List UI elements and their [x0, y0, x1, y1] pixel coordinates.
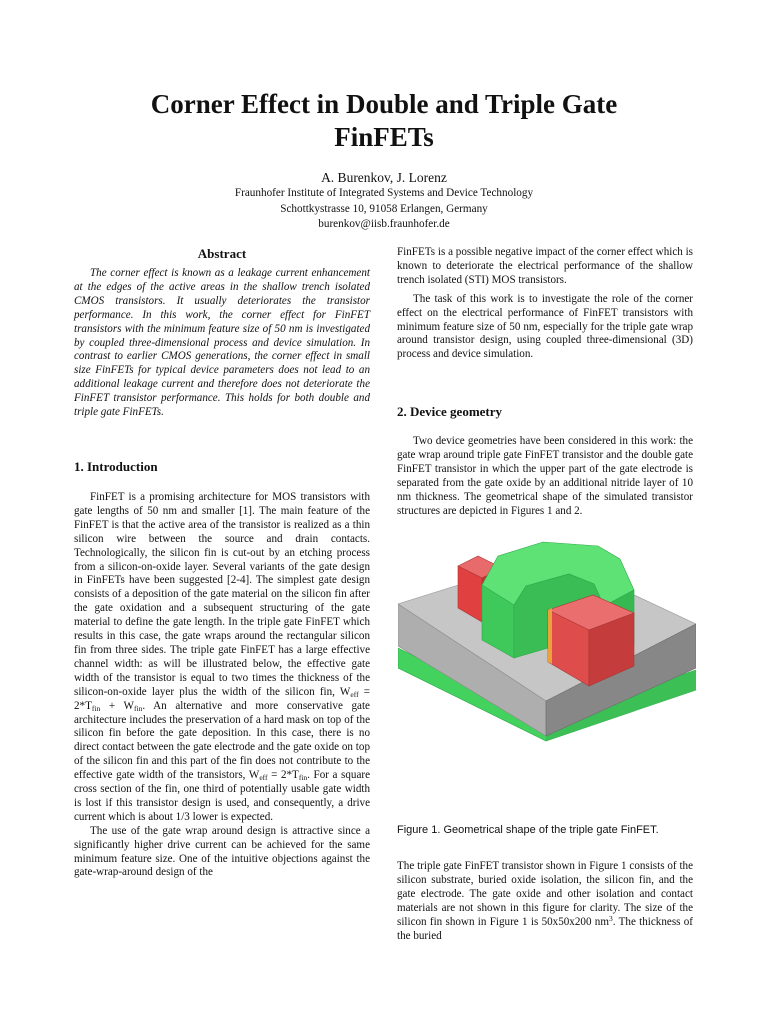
eq1-plus: + W: [100, 699, 134, 712]
sub-eff: eff: [350, 689, 359, 699]
affiliation: Fraunhofer Institute of Integrated Systems and Device Technology: [234, 187, 534, 199]
eq2-mid: = 2*T: [267, 769, 299, 782]
paper-title: [0, 88, 768, 154]
section-1-heading: 1. Introduction: [74, 459, 158, 474]
sub-fin: fin: [91, 703, 101, 713]
figure-1-finfet-image: [398, 538, 696, 804]
sec2-paragraph-2: [397, 860, 693, 943]
intro-paragraph-1: [74, 491, 370, 825]
sec2-p2-part-a: The triple gate FinFET transistor shown in Figure 1 consists of the silicon substrate, buried oxide isolation, the silicon fin, and the gate electrode. The gate oxide and other isolation and contact materials are not shown in this figure for clarity. The size of the silicon fin shown in Figure 1 is 50x50x200 nm: [397, 860, 693, 928]
right-column-top: [397, 246, 693, 362]
email: burenkov@iisb.fraunhofer.de: [318, 218, 450, 230]
section-2-body: [397, 435, 693, 518]
right-paragraph-1: FinFETs is a possible negative impact of the corner effect which is known to deteriorate the electrical performance of the shallow trench isolated (STI) MOS transistors.: [397, 246, 693, 286]
figure-1-caption: Figure 1. Geometrical shape of the triple gate FinFET.: [397, 824, 659, 836]
intro-p1-part-a: FinFET is a promising architecture for MOS transistors with gate lengths of 50 nm and smaller [1]. The main feature of the FinFET is that the active area of the transistor is realized as a thin silicon wire between the source and drain contacts. Technologically, the silicon fin is cut-out by an etching process from a silicon-on-oxide layer. Several variants of the gate design in FinFETs have been suggested [2-4]. The simplest gate design consists of a deposition of the gate material on the silicon fin after the gate oxidation and a subsequent structuring of the gate material to define the gate length. In the triple gate FinFET which results in this case, the gate wraps around the rectangular silicon fin from three sides. The triple gate FinFET has a large effective channel width: as will be illustrated below, the effective gate width of the transistor is equal to two times the thickness of the silicon-on-oxide layer plus the width of the silicon fin, W: [74, 491, 370, 698]
section-2-body-continued: [397, 860, 693, 943]
intro-p1-part-b: . An alternative and more conservative gate architecture includes the preservation of a hard mask on top of the silicon fin before the gate deposition. In this case, there is no direct contact between the gate electrode and the gate oxide on top of the silicon fin and this part of the fin does not contribute to the effective gate width of the transistors, W: [74, 699, 370, 782]
section-2-heading: 2. Device geometry: [397, 404, 503, 419]
sub-fin: fin: [298, 773, 308, 783]
abstract-text: The corner effect is known as a leakage current enhancement at the edges of the active areas in the shallow trench isolated CMOS transistors. It usually deteriorates the transistor performance. In this work, the corner effect for FinFET transistors with the minimum feature size of 50 nm is investigated by coupled three-dimensional process and device simulation. In contrast to earlier CMOS generations, the corner effect in small size FinFETs for typical device parameters does not lead to an additional leakage current and therefore does not deteriorate the FinFET transistor performance. This holds for both double and triple gate FinFETs.: [74, 267, 370, 419]
intro-paragraph-2: The use of the gate wrap around design is attractive since a significantly higher drive current can be achieved for the same minimum feature size. One of the intuitive objections against the gate-wrap-around design of the: [74, 824, 370, 879]
sub-fin: fin: [134, 703, 143, 713]
intro-p1-part-c: . For a square cross section of the fin, one third of potentially usable gate width is lost if this transistor design is used, and consequently, a drive current which is about 1/3 lower is expected.: [74, 769, 370, 823]
address: Schottkystrasse 10, 91058 Erlangen, Germany: [280, 202, 488, 215]
superscript-3: 3: [608, 913, 613, 923]
sec2-p2-part-b: . The thickness of the buried: [397, 915, 694, 942]
sub-eff: eff: [259, 773, 268, 783]
title-line-2: FinFETs: [334, 122, 434, 152]
abstract-heading: Abstract: [197, 246, 247, 261]
sec2-paragraph-1: Two device geometries have been considered in this work: the gate wrap around triple gate FinFET transistor and the double gate FinFET transistor in which the upper part of the gate electrode is separated from the gate oxide by an additional nitride layer of 10 nm thickness. The geometrical shape of the simulated transistor structures are depicted in Figures 1 and 2.: [397, 435, 693, 517]
eq1-mid: = 2*T: [74, 685, 370, 712]
title-line-1: Corner Effect in Double and Triple Gate: [150, 89, 618, 119]
right-paragraph-2: The task of this work is to investigate the role of the corner effect on the electrical performance of FinFET transistors with minimum feature size of 50 nm, especially for the triple gate wrap around transistor design, using coupled three-dimensional (3D) process and device simulation.: [397, 292, 693, 361]
authors: A. Burenkov, J. Lorenz: [321, 170, 447, 185]
introduction-body: [74, 491, 370, 880]
